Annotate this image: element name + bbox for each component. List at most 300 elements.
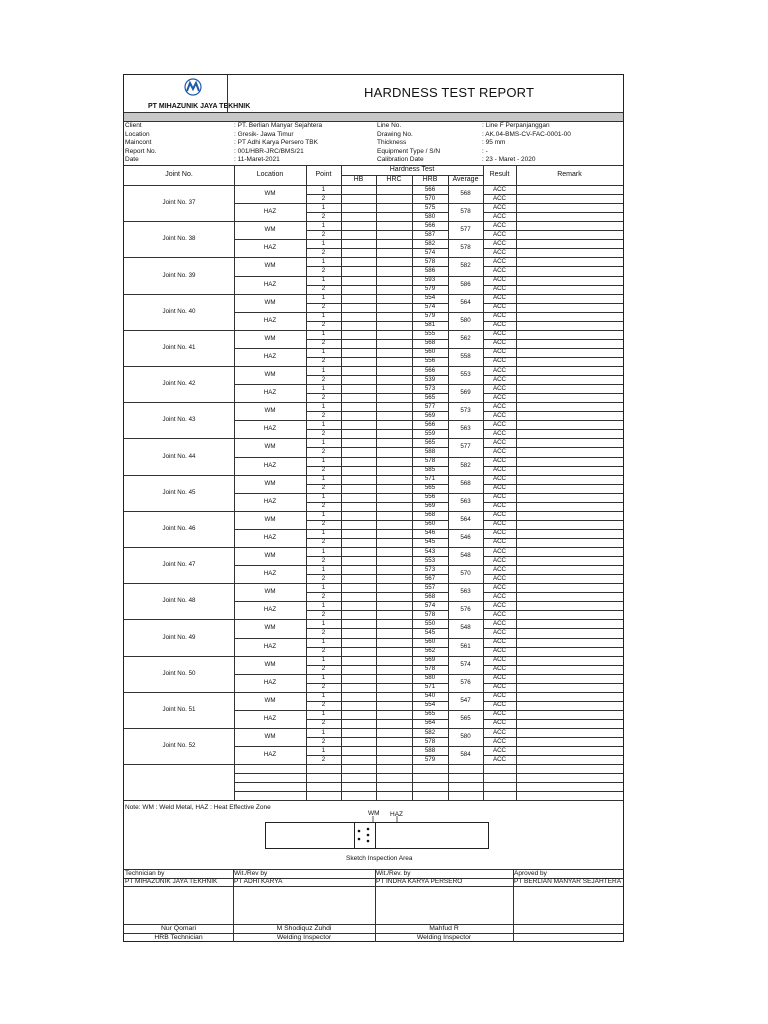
hrb-value: 588 bbox=[424, 746, 436, 754]
weld-joint-diagram bbox=[354, 823, 376, 848]
info-label: Equipment Type / S/N bbox=[377, 147, 441, 155]
hrb-value: 571 bbox=[424, 475, 436, 483]
haz-label: HAZ bbox=[263, 606, 277, 614]
result-value: ACC bbox=[492, 592, 507, 600]
sign-role: Wit./Rev by bbox=[234, 869, 268, 877]
point-value: 2 bbox=[321, 357, 326, 365]
result-value: ACC bbox=[492, 420, 507, 428]
wm-label: WM bbox=[264, 443, 276, 451]
average-value: 570 bbox=[460, 570, 471, 578]
point-value: 1 bbox=[321, 276, 326, 283]
result-value: ACC bbox=[492, 638, 507, 645]
point-value: 2 bbox=[321, 502, 326, 510]
joint-name: Joint No. 51 bbox=[162, 705, 196, 713]
average-value: 569 bbox=[460, 389, 471, 397]
point-value: 2 bbox=[321, 538, 326, 546]
point-value: 2 bbox=[321, 683, 326, 691]
hrb-value: 587 bbox=[424, 230, 436, 238]
result-value: ACC bbox=[492, 520, 507, 528]
joint-name: Joint No. 46 bbox=[162, 524, 196, 532]
info-label: Maincont bbox=[125, 139, 152, 147]
result-value: ACC bbox=[492, 610, 507, 618]
point-value: 1 bbox=[321, 728, 326, 736]
col-header-joint: Joint No. bbox=[165, 171, 193, 178]
hrb-value: 569 bbox=[424, 411, 436, 419]
sign-role: Wit./Rev. by bbox=[376, 869, 411, 877]
result-value: ACC bbox=[492, 230, 507, 238]
sign-title: HRB Technician bbox=[154, 934, 203, 941]
wm-label: WM bbox=[264, 624, 276, 632]
info-label: Client bbox=[125, 122, 142, 129]
result-value: ACC bbox=[492, 366, 507, 374]
joint-name: Joint No. 49 bbox=[162, 633, 196, 641]
point-value: 1 bbox=[321, 294, 326, 302]
info-value: : 11-Maret-2021 bbox=[234, 156, 280, 164]
info-value: : AK.04-BMS-CV-FAC-0001-00 bbox=[482, 130, 571, 138]
result-value: ACC bbox=[492, 719, 507, 727]
col-header-point: Point bbox=[315, 171, 332, 178]
col-header-hrc: HRC bbox=[386, 176, 402, 183]
col-header-location: Location bbox=[256, 171, 284, 178]
hrb-value: 578 bbox=[424, 257, 436, 265]
point-value: 1 bbox=[321, 420, 326, 428]
result-value: ACC bbox=[492, 574, 507, 582]
point-value: 2 bbox=[321, 628, 326, 636]
haz-label: HAZ bbox=[263, 497, 277, 505]
hrb-value: 566 bbox=[424, 185, 436, 193]
sign-role: Aproved by bbox=[514, 869, 547, 877]
haz-label: HAZ bbox=[263, 678, 277, 686]
point-value: 1 bbox=[321, 710, 326, 718]
hrb-value: 578 bbox=[424, 457, 436, 464]
hrb-value: 573 bbox=[424, 384, 436, 392]
wm-label: WM bbox=[264, 515, 276, 523]
average-value: 562 bbox=[460, 334, 471, 342]
result-value: ACC bbox=[492, 276, 507, 283]
point-value: 1 bbox=[321, 583, 326, 591]
result-value: ACC bbox=[492, 692, 507, 700]
result-value: ACC bbox=[492, 583, 507, 591]
average-value: 563 bbox=[460, 425, 471, 433]
hrb-value: 545 bbox=[424, 538, 436, 546]
result-value: ACC bbox=[492, 312, 507, 320]
point-value: 2 bbox=[321, 737, 326, 745]
joint-name: Joint No. 41 bbox=[162, 343, 196, 351]
col-header-result: Result bbox=[489, 171, 510, 178]
result-value: ACC bbox=[492, 466, 507, 474]
hrb-value: 565 bbox=[424, 438, 436, 446]
info-value: : PT. Berlian Manyar Sejahtera bbox=[234, 122, 323, 129]
hrb-value: 579 bbox=[424, 755, 436, 763]
info-value: : 23 - Maret - 2020 bbox=[482, 156, 536, 164]
average-value: 548 bbox=[460, 624, 471, 632]
haz-label: HAZ bbox=[263, 642, 277, 650]
result-value: ACC bbox=[492, 746, 507, 754]
hrb-value: 565 bbox=[424, 710, 436, 718]
info-value: : PT Adhi Karya Persero TBK bbox=[234, 139, 318, 147]
haz-label: HAZ bbox=[263, 751, 277, 759]
average-value: 586 bbox=[460, 280, 471, 288]
result-value: ACC bbox=[492, 529, 507, 537]
wm-label: WM bbox=[264, 371, 276, 379]
average-value: 578 bbox=[460, 244, 471, 252]
wm-label: WM bbox=[264, 298, 276, 306]
result-value: ACC bbox=[492, 411, 507, 419]
result-value: ACC bbox=[492, 266, 507, 274]
col-header-average: Average bbox=[452, 176, 479, 183]
hrb-value: 585 bbox=[424, 466, 436, 474]
result-value: ACC bbox=[492, 674, 507, 682]
result-value: ACC bbox=[492, 321, 507, 329]
joint-name: Joint No. 52 bbox=[162, 742, 196, 750]
hrb-value: 568 bbox=[424, 592, 436, 600]
result-value: ACC bbox=[492, 656, 507, 664]
sign-company: PT BERLIAN MANYAR SEJAHTERA bbox=[514, 878, 622, 885]
point-value: 2 bbox=[321, 230, 326, 238]
sign-name: Nur Qomari bbox=[160, 925, 197, 932]
wm-label: WM bbox=[264, 190, 276, 198]
hrb-value: 559 bbox=[424, 429, 436, 437]
average-value: 546 bbox=[460, 533, 471, 541]
wm-label: WM bbox=[264, 733, 276, 741]
wm-label: WM bbox=[264, 334, 276, 342]
result-value: ACC bbox=[492, 737, 507, 745]
point-value: 1 bbox=[321, 601, 326, 609]
hrb-value: 580 bbox=[424, 212, 436, 220]
average-value: 582 bbox=[460, 262, 471, 270]
hrb-value: 577 bbox=[424, 402, 436, 410]
result-value: ACC bbox=[492, 556, 507, 564]
hrb-value: 565 bbox=[424, 393, 436, 401]
sign-role: Technician by bbox=[125, 869, 165, 877]
average-value: 574 bbox=[460, 660, 471, 668]
sign-company: PT INDRA KARYA PERSERO bbox=[376, 878, 463, 885]
sign-name: M Shodiquz Zuhdi bbox=[276, 925, 332, 932]
point-value: 2 bbox=[321, 755, 326, 763]
sign-title: Welding Inspector bbox=[276, 934, 332, 941]
result-value: ACC bbox=[492, 502, 507, 510]
average-value: 565 bbox=[460, 714, 471, 722]
point-value: 1 bbox=[321, 312, 326, 320]
haz-label: HAZ bbox=[263, 208, 277, 216]
point-value: 2 bbox=[321, 429, 326, 437]
point-value: 1 bbox=[321, 565, 326, 573]
result-value: ACC bbox=[492, 402, 507, 410]
average-value: 558 bbox=[460, 352, 471, 360]
hrb-value: 543 bbox=[424, 547, 436, 555]
weld-points-icon bbox=[355, 823, 375, 848]
point-value: 1 bbox=[321, 674, 326, 682]
info-label: Date bbox=[125, 156, 139, 164]
average-value: 573 bbox=[460, 407, 471, 415]
sign-company: PT MIHAZUNIK JAYA TEKHNIK bbox=[125, 878, 218, 885]
point-value: 1 bbox=[321, 185, 326, 193]
company-logo-icon bbox=[182, 77, 204, 99]
point-value: 2 bbox=[321, 574, 326, 582]
point-value: 2 bbox=[321, 447, 326, 455]
point-value: 1 bbox=[321, 475, 326, 483]
point-value: 1 bbox=[321, 638, 326, 645]
hrb-value: 574 bbox=[424, 601, 436, 609]
haz-label: HAZ bbox=[263, 570, 277, 578]
hrb-value: 574 bbox=[424, 303, 436, 311]
result-value: ACC bbox=[492, 438, 507, 446]
wm-label: WM bbox=[264, 660, 276, 668]
hrb-value: 564 bbox=[424, 719, 436, 727]
average-value: 576 bbox=[460, 606, 471, 614]
average-value: 564 bbox=[460, 298, 471, 306]
hrb-value: 555 bbox=[424, 330, 436, 338]
joint-name: Joint No. 40 bbox=[162, 307, 196, 315]
result-value: ACC bbox=[492, 628, 507, 636]
company-name: PT MIHAZUNIK JAYA TEKHNIK bbox=[148, 103, 251, 110]
point-value: 2 bbox=[321, 484, 326, 492]
result-value: ACC bbox=[492, 755, 507, 763]
joint-name: Joint No. 45 bbox=[162, 488, 196, 496]
result-value: ACC bbox=[492, 429, 507, 437]
joint-name: Joint No. 48 bbox=[162, 597, 196, 605]
result-value: ACC bbox=[492, 728, 507, 736]
sign-name: Mahfud R bbox=[429, 925, 459, 932]
hrb-value: 582 bbox=[424, 728, 436, 736]
hrb-value: 566 bbox=[424, 221, 436, 229]
point-value: 1 bbox=[321, 529, 326, 537]
sketch-arrows-icon bbox=[369, 816, 409, 824]
hrb-value: 579 bbox=[424, 285, 436, 293]
result-value: ACC bbox=[492, 601, 507, 609]
average-value: 568 bbox=[460, 190, 471, 198]
hrb-value: 569 bbox=[424, 656, 436, 664]
wm-label: WM bbox=[264, 479, 276, 487]
haz-label: HAZ bbox=[263, 244, 277, 252]
result-value: ACC bbox=[492, 203, 507, 211]
result-value: ACC bbox=[492, 538, 507, 546]
hrb-value: 566 bbox=[424, 420, 436, 428]
hrb-value: 566 bbox=[424, 366, 436, 374]
point-value: 1 bbox=[321, 438, 326, 446]
col-header-hardness-test: Hardness Test bbox=[389, 166, 435, 173]
wm-label: WM bbox=[264, 552, 276, 560]
hrb-value: 578 bbox=[424, 665, 436, 673]
info-label: Thickness bbox=[377, 139, 407, 147]
point-value: 2 bbox=[321, 701, 326, 709]
joint-name: Joint No. 38 bbox=[162, 235, 196, 243]
haz-label: HAZ bbox=[263, 316, 277, 324]
average-value: 582 bbox=[460, 461, 471, 469]
note-text: Note: WM : Weld Metal, HAZ : Heat Effective Zone bbox=[125, 804, 271, 811]
hrb-value: 571 bbox=[424, 683, 436, 691]
point-value: 1 bbox=[321, 330, 326, 338]
average-value: 580 bbox=[460, 316, 471, 324]
point-value: 2 bbox=[321, 375, 326, 383]
point-value: 2 bbox=[321, 556, 326, 564]
point-value: 1 bbox=[321, 619, 326, 627]
point-value: 2 bbox=[321, 411, 326, 419]
point-value: 1 bbox=[321, 221, 326, 229]
hrb-value: 567 bbox=[424, 574, 436, 582]
info-label: Drawing No. bbox=[377, 130, 413, 138]
result-value: ACC bbox=[492, 212, 507, 220]
point-value: 2 bbox=[321, 285, 326, 293]
average-value: 553 bbox=[460, 371, 471, 379]
point-value: 1 bbox=[321, 203, 326, 211]
result-value: ACC bbox=[492, 701, 507, 709]
hrb-value: 565 bbox=[424, 484, 436, 492]
result-value: ACC bbox=[492, 475, 507, 483]
info-value: : - bbox=[482, 147, 488, 155]
sketch-caption: Sketch Inspection Area bbox=[346, 855, 413, 862]
hrb-value: 550 bbox=[424, 619, 436, 627]
point-value: 1 bbox=[321, 656, 326, 664]
result-value: ACC bbox=[492, 294, 507, 302]
point-value: 2 bbox=[321, 592, 326, 600]
info-value: : Line F Perpanjanggan bbox=[482, 122, 550, 129]
average-value: 568 bbox=[460, 479, 471, 487]
joint-name: Joint No. 50 bbox=[162, 669, 196, 677]
hrb-value: 554 bbox=[424, 701, 436, 709]
result-value: ACC bbox=[492, 565, 507, 573]
point-value: 1 bbox=[321, 746, 326, 754]
hrb-value: 539 bbox=[424, 375, 436, 383]
result-value: ACC bbox=[492, 457, 507, 464]
joint-name: Joint No. 37 bbox=[162, 199, 196, 207]
result-value: ACC bbox=[492, 393, 507, 401]
hrb-value: 581 bbox=[424, 321, 436, 329]
point-value: 1 bbox=[321, 402, 326, 410]
result-value: ACC bbox=[492, 647, 507, 655]
hrb-value: 560 bbox=[424, 638, 436, 645]
point-value: 1 bbox=[321, 239, 326, 247]
average-value: 577 bbox=[460, 443, 471, 451]
hrb-value: 568 bbox=[424, 511, 436, 519]
haz-label: HAZ bbox=[263, 389, 277, 397]
result-value: ACC bbox=[492, 710, 507, 718]
sign-company: PT ADHI KARYA bbox=[234, 878, 283, 885]
point-value: 2 bbox=[321, 647, 326, 655]
info-value: : 001/HBR-JRC/BMS/21 bbox=[234, 147, 304, 155]
result-value: ACC bbox=[492, 447, 507, 455]
info-value: : Gresik- Jawa Timur bbox=[234, 130, 294, 138]
point-value: 1 bbox=[321, 692, 326, 700]
point-value: 2 bbox=[321, 212, 326, 220]
hrb-value: 580 bbox=[424, 674, 436, 682]
hrb-value: 546 bbox=[424, 529, 436, 537]
sign-title: Welding Inspector bbox=[416, 934, 472, 941]
result-value: ACC bbox=[492, 348, 507, 356]
haz-label: HAZ bbox=[263, 425, 277, 433]
point-value: 2 bbox=[321, 266, 326, 274]
sketch-inspection-area bbox=[265, 822, 489, 849]
point-value: 1 bbox=[321, 457, 326, 464]
result-value: ACC bbox=[492, 665, 507, 673]
average-value: 548 bbox=[460, 552, 471, 560]
hrb-value: 554 bbox=[424, 294, 436, 302]
result-value: ACC bbox=[492, 683, 507, 691]
result-value: ACC bbox=[492, 339, 507, 347]
result-value: ACC bbox=[492, 285, 507, 293]
result-value: ACC bbox=[492, 511, 507, 519]
hrb-value: 562 bbox=[424, 647, 436, 655]
point-value: 1 bbox=[321, 348, 326, 356]
hrb-value: 545 bbox=[424, 628, 436, 636]
result-value: ACC bbox=[492, 384, 507, 392]
hrb-value: 588 bbox=[424, 447, 436, 455]
hrb-value: 560 bbox=[424, 520, 436, 528]
hrb-value: 582 bbox=[424, 239, 436, 247]
joint-name: Joint No. 39 bbox=[162, 271, 196, 279]
joint-name: Joint No. 47 bbox=[162, 561, 196, 569]
haz-label: HAZ bbox=[263, 533, 277, 541]
info-value: : 95 mm bbox=[482, 139, 506, 147]
hrb-value: 574 bbox=[424, 248, 436, 256]
result-value: ACC bbox=[492, 248, 507, 256]
result-value: ACC bbox=[492, 357, 507, 365]
hrb-value: 586 bbox=[424, 266, 436, 274]
average-value: 577 bbox=[460, 226, 471, 234]
average-value: 547 bbox=[460, 696, 471, 704]
haz-label: HAZ bbox=[263, 280, 277, 288]
point-value: 2 bbox=[321, 303, 326, 311]
hrb-value: 568 bbox=[424, 339, 436, 347]
col-header-hrb: HRB bbox=[422, 176, 438, 183]
hrb-value: 569 bbox=[424, 502, 436, 510]
wm-label: WM bbox=[264, 226, 276, 234]
result-value: ACC bbox=[492, 239, 507, 247]
joint-name: Joint No. 44 bbox=[162, 452, 196, 460]
haz-label: HAZ bbox=[263, 352, 277, 360]
info-label: Location bbox=[125, 130, 150, 138]
result-value: ACC bbox=[492, 303, 507, 311]
hrb-value: 593 bbox=[424, 276, 436, 283]
hrb-value: 578 bbox=[424, 610, 436, 618]
info-label: Calibration Date bbox=[377, 156, 424, 164]
average-value: 561 bbox=[460, 642, 471, 650]
sketch-wm-label: WM bbox=[368, 810, 380, 817]
hrb-value: 556 bbox=[424, 357, 436, 365]
point-value: 1 bbox=[321, 547, 326, 555]
wm-label: WM bbox=[264, 696, 276, 704]
point-value: 2 bbox=[321, 194, 326, 202]
hrb-value: 578 bbox=[424, 737, 436, 745]
hrb-value: 579 bbox=[424, 312, 436, 320]
point-value: 2 bbox=[321, 393, 326, 401]
result-value: ACC bbox=[492, 493, 507, 501]
point-value: 2 bbox=[321, 520, 326, 528]
average-value: 580 bbox=[460, 733, 471, 741]
result-value: ACC bbox=[492, 221, 507, 229]
result-value: ACC bbox=[492, 484, 507, 492]
result-value: ACC bbox=[492, 619, 507, 627]
hrb-value: 570 bbox=[424, 194, 436, 202]
average-value: 564 bbox=[460, 515, 471, 523]
point-value: 2 bbox=[321, 248, 326, 256]
average-value: 576 bbox=[460, 678, 471, 686]
result-value: ACC bbox=[492, 257, 507, 265]
point-value: 1 bbox=[321, 257, 326, 265]
hrb-value: 575 bbox=[424, 203, 436, 211]
average-value: 584 bbox=[460, 751, 471, 759]
point-value: 2 bbox=[321, 719, 326, 727]
point-value: 2 bbox=[321, 466, 326, 474]
hrb-value: 540 bbox=[424, 692, 436, 700]
haz-label: HAZ bbox=[263, 461, 277, 469]
point-value: 2 bbox=[321, 321, 326, 329]
point-value: 1 bbox=[321, 511, 326, 519]
col-header-hb: HB bbox=[353, 176, 364, 183]
average-value: 578 bbox=[460, 208, 471, 216]
hardness-test-report-sheet bbox=[123, 74, 624, 942]
result-value: ACC bbox=[492, 194, 507, 202]
